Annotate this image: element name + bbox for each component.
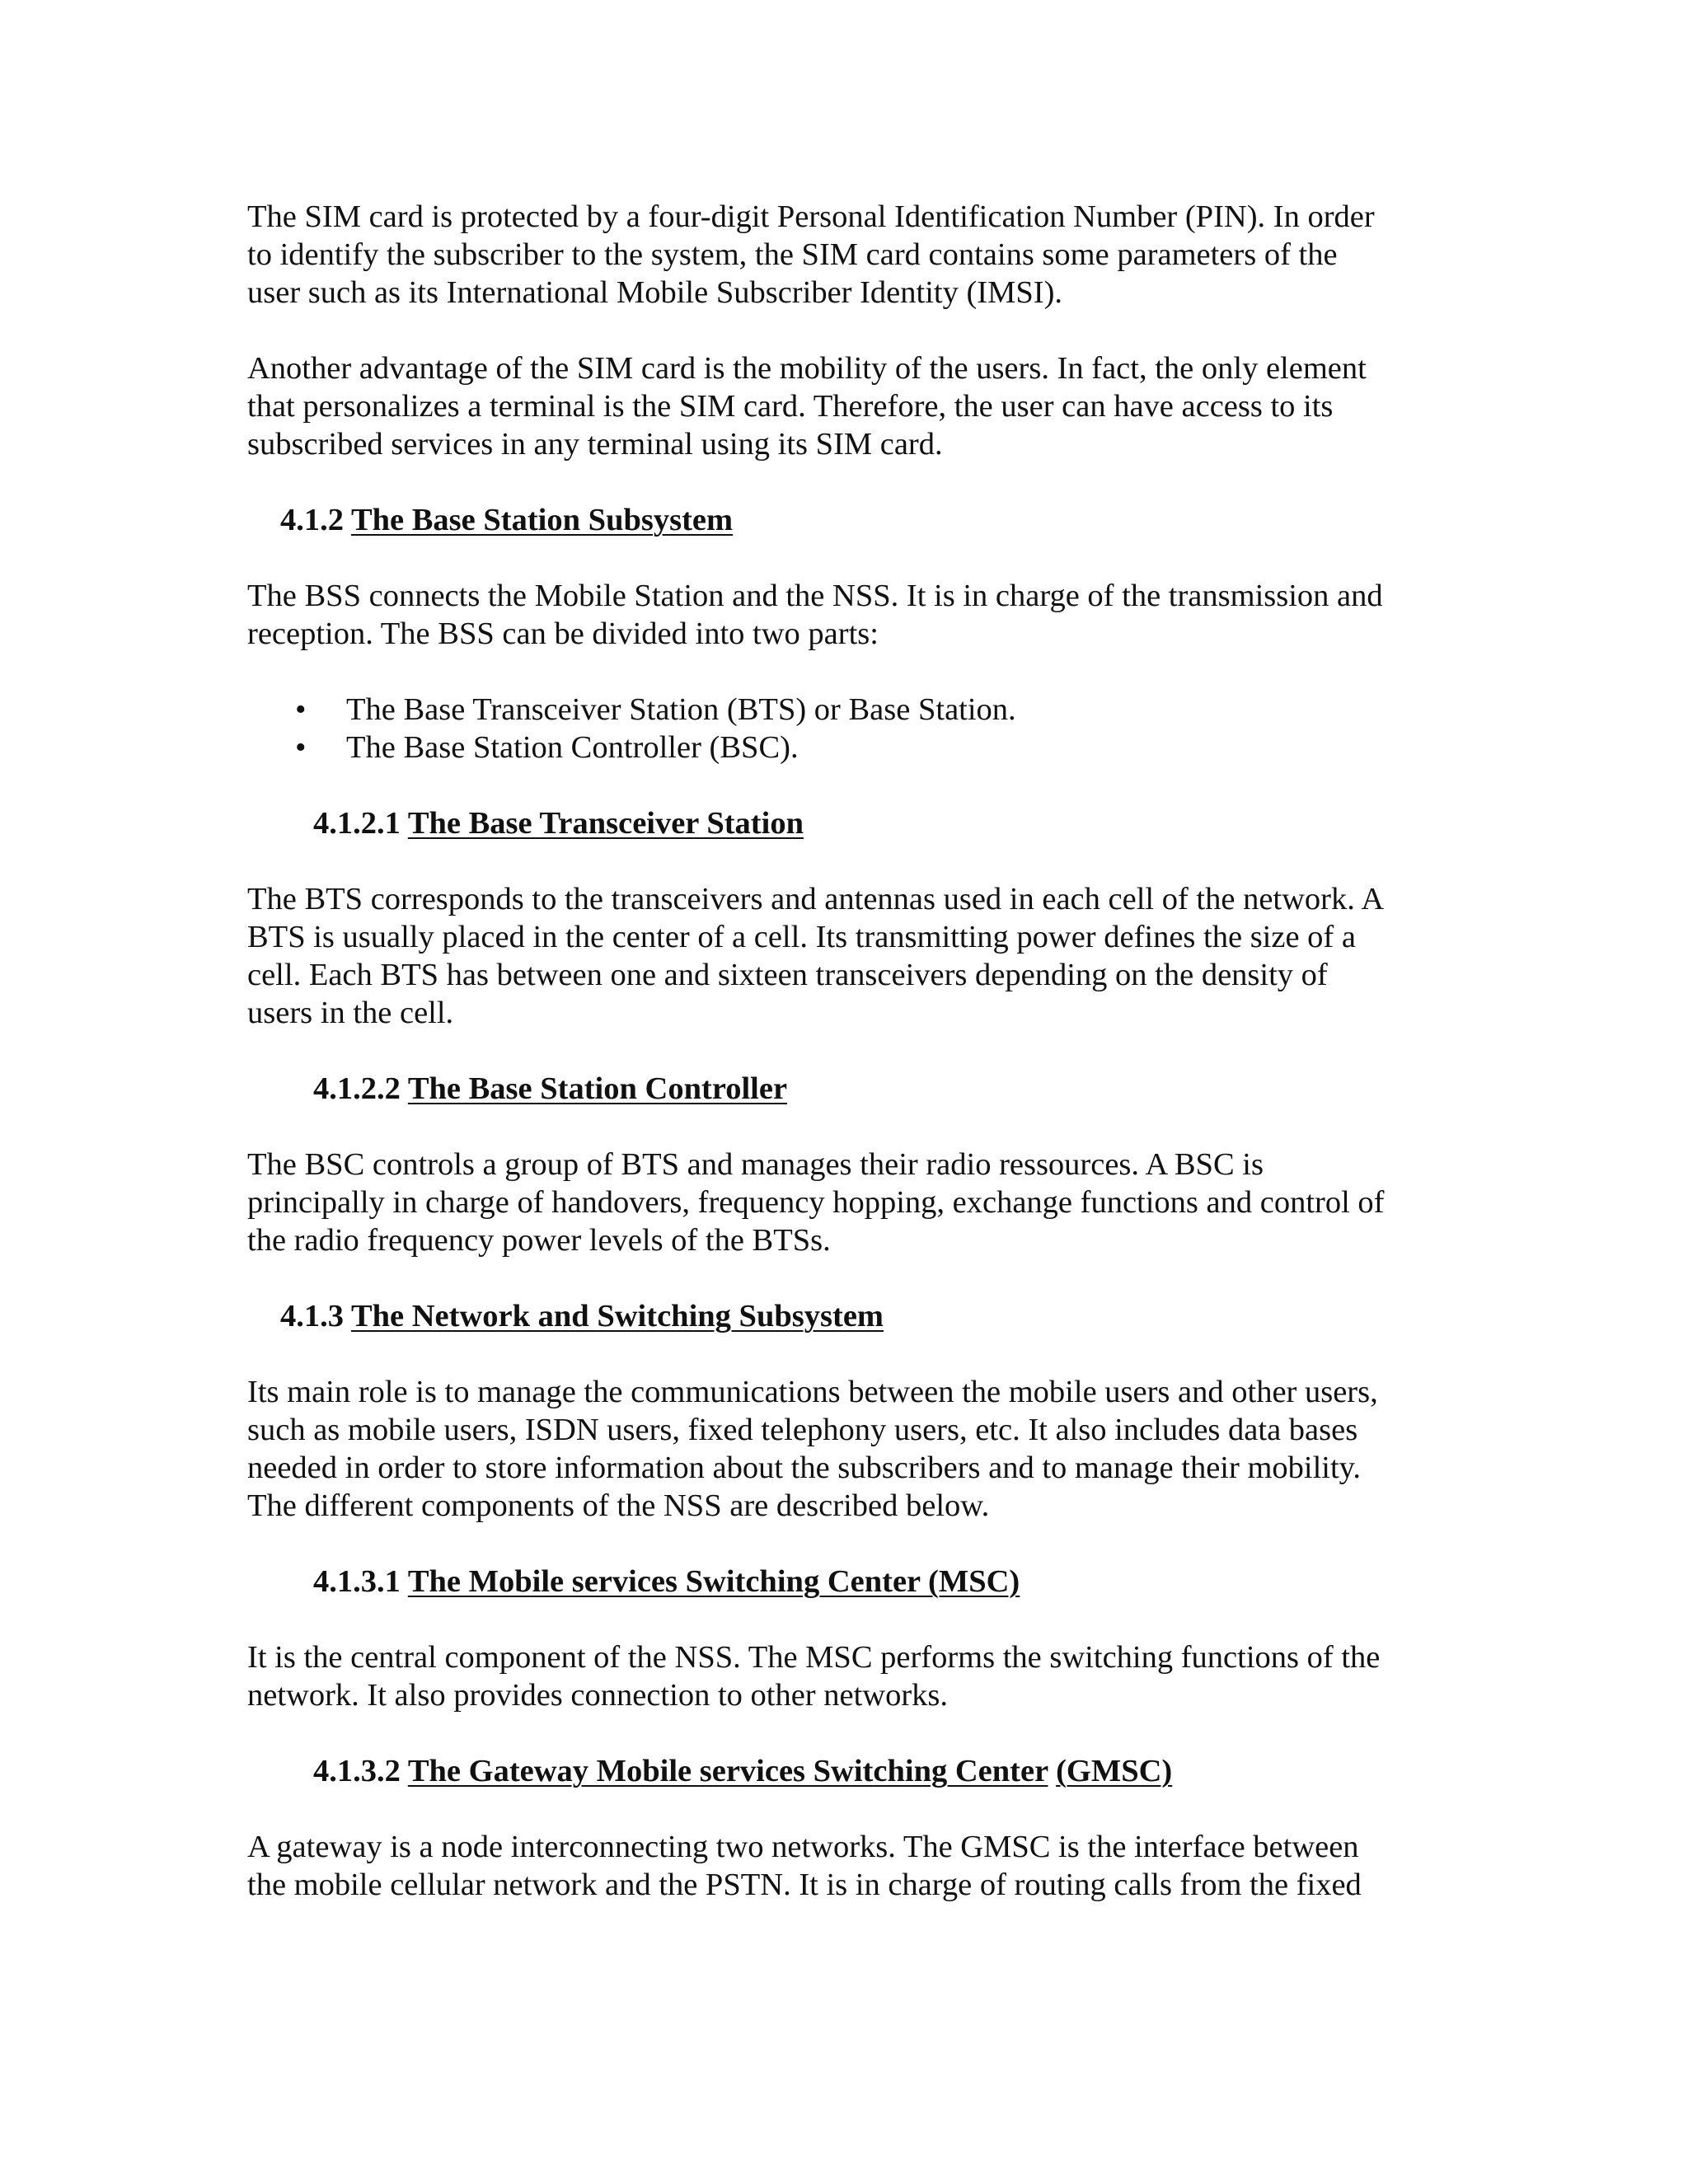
heading-msc	[247, 1563, 1467, 1601]
heading-number: 4.1.2.1	[313, 806, 401, 841]
list-item-text: The Base Transceiver Station (BTS) or Base Station.	[346, 692, 1016, 727]
heading-number: 4.1.3	[280, 1299, 344, 1333]
bss-parts-list	[247, 691, 1467, 766]
list-item-text: The Base Station Controller (BSC).	[346, 730, 799, 765]
bullet-icon: •	[295, 692, 307, 727]
heading-number: 4.1.3.2	[313, 1754, 401, 1788]
list-item	[247, 691, 1467, 729]
paragraph-gmsc: A gateway is a node interconnecting two networks. The GMSC is the interface between the mobile cellular network and the PSTN. It is in charge of routing calls from the fixed	[247, 1830, 1362, 1902]
paragraph-bss-intro: The BSS connects the Mobile Station and the NSS. It is in charge of the transmission and reception. The BSS can be divided into two parts:	[247, 579, 1383, 651]
paragraph-sim-mobility: Another advantage of the SIM card is the mobility of the users. In fact, the only element that personalizes a terminal is the SIM card. Therefore, the user can have access to its subscribed services in any terminal using its SIM card.	[247, 351, 1367, 462]
heading-title: The Network and Switching Subsystem	[350, 1299, 884, 1333]
paragraph-nss: Its main role is to manage the communications between the mobile users and other users, such as mobile users, ISDN users, fixed telephony users, etc. It also includes data bases needed in order to store information about the subscribers and to manage their mobility. The different components of the NSS are described below.	[247, 1375, 1378, 1523]
paragraph-sim-pin: The SIM card is protected by a four-digit Personal Identification Number (PIN). In order to identify the subscriber to the system, the SIM card contains some parameters of the user such as its International Mobile Subscriber Identity (IMSI).	[247, 199, 1375, 310]
list-item	[247, 729, 1467, 766]
heading-number: 4.1.2.2	[313, 1071, 401, 1106]
heading-number: 4.1.2	[280, 503, 344, 537]
heading-title-suffix: (GMSC)	[1056, 1754, 1173, 1788]
heading-base-station-controller	[247, 1070, 1467, 1108]
heading-title: The Base Station Subsystem	[350, 503, 734, 537]
heading-title: The Gateway Mobile services Switching Center	[407, 1754, 1048, 1788]
document-body	[247, 198, 1467, 1904]
heading-base-transceiver-station	[247, 804, 1467, 842]
heading-gmsc	[247, 1752, 1467, 1790]
heading-base-station-subsystem	[247, 501, 1467, 539]
bullet-icon: •	[295, 730, 307, 765]
heading-network-switching-subsystem	[247, 1297, 1467, 1335]
paragraph-msc: It is the central component of the NSS. The MSC performs the switching functions of the network. It also provides connection to other networks.	[247, 1640, 1381, 1713]
paragraph-bts: The BTS corresponds to the transceivers and antennas used in each cell of the network. A BTS is usually placed in the center of a cell. Its transmitting power defines the size of a cell. Each BTS has between one and sixteen transceivers depending on the density of users in the cell.	[247, 882, 1385, 1030]
heading-number: 4.1.3.1	[313, 1564, 401, 1599]
paragraph-bsc: The BSC controls a group of BTS and manages their radio ressources. A BSC is principally in charge of handovers, frequency hopping, exchange functions and control of the radio frequency power levels of the BTSs.	[247, 1147, 1385, 1258]
heading-title: The Base Transceiver Station	[407, 806, 804, 841]
heading-title: The Mobile services Switching Center (MSC)	[407, 1564, 1020, 1599]
heading-title: The Base Station Controller	[407, 1071, 788, 1106]
